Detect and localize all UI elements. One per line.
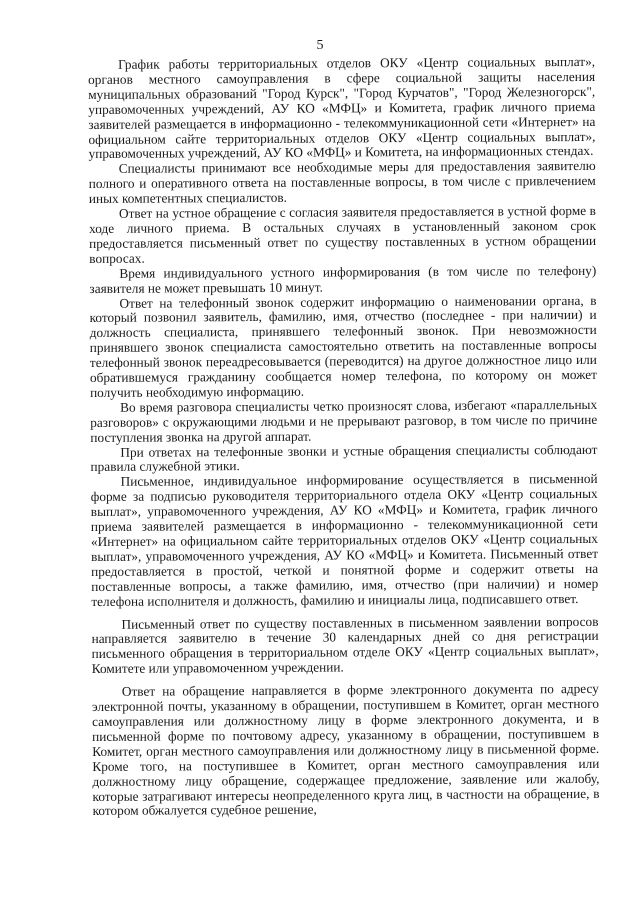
paragraph-oral-time-limit: Время индивидуального устного информирования (в том числе по телефону) заявителя не может превышать 10 минут. bbox=[89, 262, 597, 296]
paragraph-oral-appeal: Ответ на устное обращение с согласия заявителя предоставляется в устной форме в ходе личного приема. В остальных случаях в установленный законом срок предоставляется письменный ответ по существу поставленных в устном обращении вопросах. bbox=[88, 202, 597, 266]
paragraph-electronic-response: Ответ на обращение направляется в форме электронного документа по адресу электронной почты, указанному в обращении, поступившем в Комитет, орган местного самоуправления или должностному лицу в форме электронного документа, и в письменной форме по почтовому адресу, указанному в обращении, поступившем в Комитет, орган местного самоуправления или должностному лицу в письменной форме. Кроме того, на поступившее в Комитет, орган местного самоуправления или должностному лицу обращение, содержащее предложение, заявление или жалобу, которые затрагивают интересы неопределенного круга лиц, в частности на обращение, в котором обжалуется судебное решение, bbox=[91, 681, 600, 819]
paragraph-service-ethics: При ответах на телефонные звонки и устные обращения специалисты соблюдают правила служебной этики. bbox=[90, 441, 598, 475]
page-number: 5 bbox=[316, 38, 324, 53]
paragraph-written-informing: Письменное, индивидуальное информирование осуществляется в письменной форме за подписью руководителя территориального отдела ОКУ «Центр социальных выплат», управомоченного учреждения, АУ КО «МФЦ» и Комитета, график личного приема заявителей размещается в информационно - телекоммуникационной сети «Интернет» на официальном сайте территориальных отделов ОКУ «Центр социальных выплат», управомоченного учреждения, АУ КО «МФЦ» и Комитета. Письменный ответ предоставляется в простой, четкой и понятной форме и содержит ответы на поставленные вопросы, а также фамилию, имя, отчество (при наличии) и номер телефона исполнителя и должность, фамилию и инициалы лица, подписавшего ответ. bbox=[90, 471, 599, 609]
paragraph-conversation-rules: Во время разговора специалисты четко произносят слова, избегают «параллельных разговоров» с окружающими людьми и не прерывают разговор, в том числе по причине поступления звонка на другой аппарат. bbox=[90, 396, 598, 445]
paragraph-phone-answer: Ответ на телефонный звонок содержит информацию о наименовании органа, в который позвонил заявитель, фамилию, имя, отчество (последнее - при наличии) и должность специалиста, принявшего телефонный звонок. При невозможности принявшего звонок специалиста самостоятельно ответить на поставленные вопросы телефонный звонок переадресовывается (переводится) на другое должностное лицо или обратившемуся гражданину сообщается номер телефона, по которому он может получить необходимую информацию. bbox=[89, 292, 597, 400]
document-body bbox=[88, 55, 600, 819]
paragraph-written-response-term: Письменный ответ по существу поставленных в письменном заявлении вопросов направляется заявителю в течение 30 календарных дней со дня регистрации письменного обращения в территориальном отделе ОКУ «Центр социальных выплат», Комитете или управомоченном учреждении. bbox=[91, 613, 599, 677]
paragraph-specialists-measures: Специалисты принимают все необходимые меры для предоставления заявителю полного и оперативного ответа на поставленные вопросы, в том числе с привлечением иных компетентных специалистов. bbox=[88, 158, 596, 207]
paragraph-work-schedule: График работы территориальных отделов ОКУ «Центр социальных выплат», органов местного самоуправления в сфере социальной защиты населения муниципальных образований "Город Курск", "Город Курчатов", "Город Железногорск", управомоченных учреждений, АУ КО «МФЦ» и Комитета, график личного приема заявителей размещается в информационно - телекоммуникационной сети «Интернет» на официальном сайте территориальных отделов ОКУ «Центр социальных выплат», управомоченных учреждений, АУ КО «МФЦ» и Комитета, на информационных стендах. bbox=[88, 53, 596, 162]
